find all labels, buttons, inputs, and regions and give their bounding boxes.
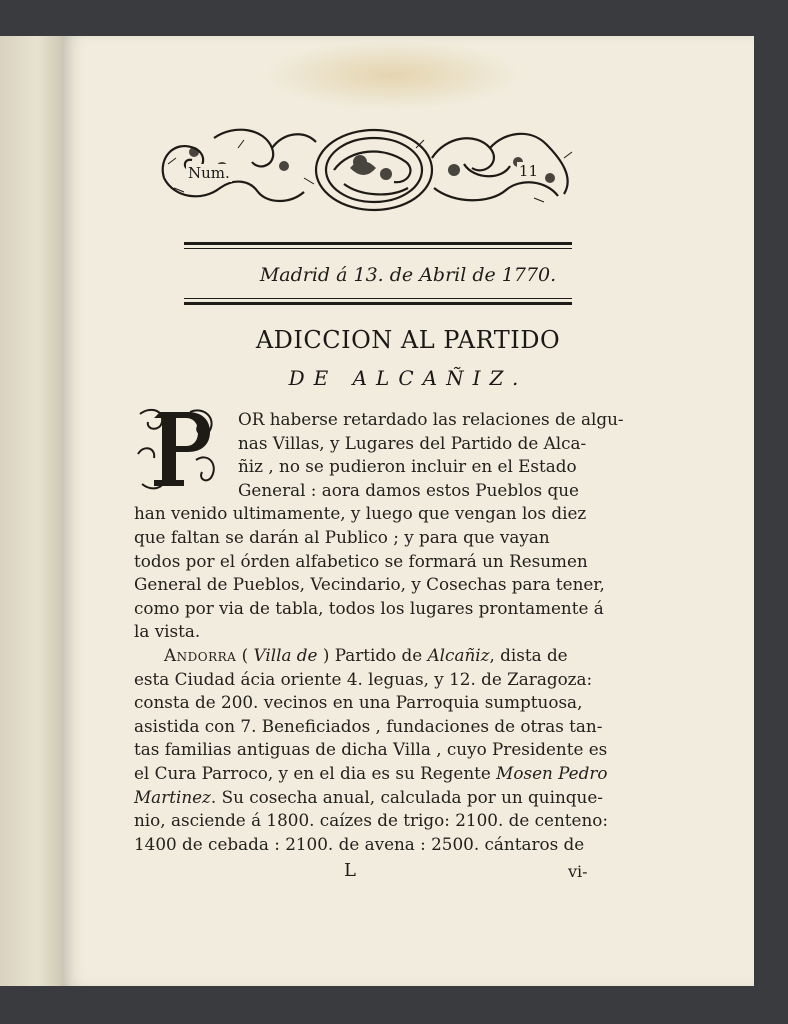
document-page — [62, 36, 754, 986]
text-fragment: , dista de — [489, 644, 568, 665]
text-line: nas Villas, y Lugares del Partido de Alca- — [238, 432, 587, 453]
previous-page-edge — [0, 36, 62, 986]
top-double-rule — [184, 242, 572, 249]
bottom-double-rule — [184, 298, 572, 305]
text-line: como por via de tabla, todos los lugares prontamente á — [134, 597, 604, 618]
text-line-entry-start — [134, 644, 616, 668]
text-line: ñiz , no se pudieron incluir en el Estado — [238, 456, 577, 477]
text-line: todos por el órden alfabetico se formará un Resumen — [134, 550, 588, 571]
text-line: 1400 de cebada : 2100. de avena : 2500. cántaros de — [134, 833, 585, 854]
page-title: ADICCION AL PARTIDO — [255, 326, 561, 354]
text-fragment: . Su cosecha anual, calculada por un quinque- — [210, 786, 603, 807]
text-line: General de Pueblos, Vecindario, y Cosechas para tener, — [134, 574, 605, 595]
regent-name: Mosen Pedro — [496, 762, 608, 783]
text-line — [134, 762, 616, 786]
signature-mark: L — [344, 860, 356, 881]
text-line: General : aora damos estos Pueblos que — [238, 479, 579, 500]
dateline: Madrid á 13. de Abril de 1770. — [259, 264, 557, 286]
text-line — [134, 786, 616, 810]
text-line: la vista. — [134, 621, 201, 642]
article-body — [134, 408, 624, 856]
issue-number-value: 11 — [518, 162, 538, 180]
issue-number-label: Num. — [188, 164, 230, 182]
text-line: asistida con 7. Beneficiados , fundaciones de otras tan- — [134, 715, 603, 736]
text-fragment: ) Partido de — [317, 644, 428, 665]
catchword: vi- — [568, 862, 588, 881]
entry-place-name: Andorra — [164, 644, 237, 665]
text-fragment: ( — [236, 644, 254, 665]
page-subtitle: DE ALCAÑIZ. — [288, 366, 528, 390]
text-line: tas familias antiguas de dicha Villa , cuyo Presidente es — [134, 739, 608, 760]
text-line: OR haberse retardado las relaciones de algu- — [238, 409, 624, 429]
text-line: consta de 200. vecinos en una Parroquia sumptuosa, — [134, 692, 583, 713]
ornamental-header-band — [154, 118, 580, 218]
text-line: que faltan se darán al Publico ; y para que vayan — [134, 526, 550, 547]
entry-qualifier: Villa de — [253, 644, 318, 665]
paper-stain — [262, 40, 522, 110]
entry-district: Alcañiz — [427, 644, 490, 665]
text-fragment: el Cura Parroco, y en el dia es su Regente — [134, 762, 497, 783]
text-line: esta Ciudad ácia oriente 4. leguas, y 12. de Zaragoza: — [134, 668, 593, 689]
text-line: han venido ultimamente, y luego que vengan los diez — [134, 503, 587, 524]
regent-surname: Martinez — [134, 786, 211, 807]
text-line: nio, asciende á 1800. caízes de trigo: 2100. de centeno: — [134, 810, 609, 831]
